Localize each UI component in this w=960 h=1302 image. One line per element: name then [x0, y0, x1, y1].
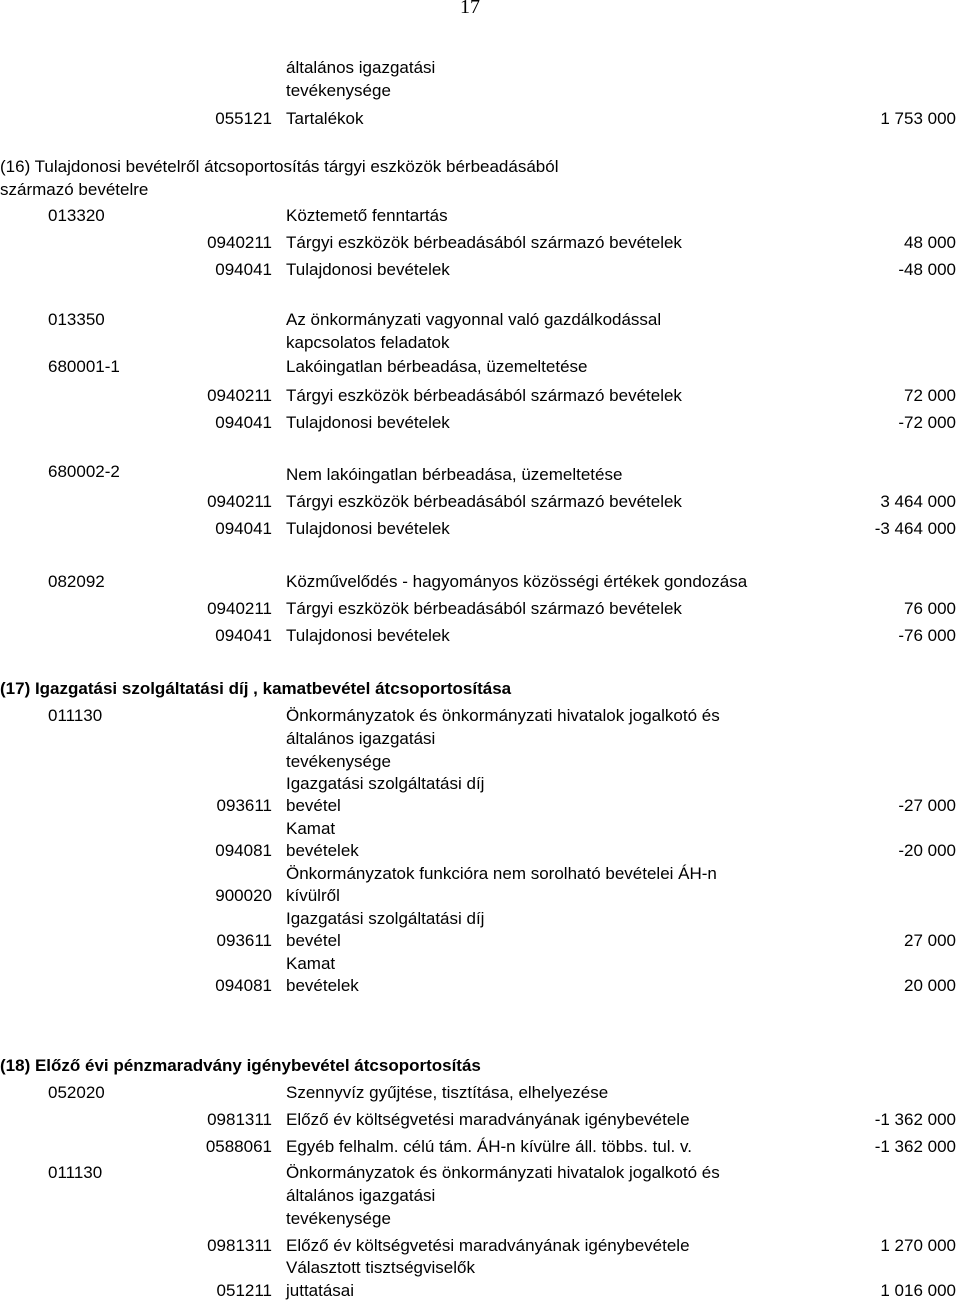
item-description: Az önkormányzati vagyonnal való gazdálkodással	[286, 310, 662, 329]
item-description: Igazgatási szolgáltatási díj	[286, 909, 485, 928]
economic-code: 094081	[215, 976, 272, 995]
item-description: tevékenysége	[286, 752, 391, 771]
item-description: Köztemető fenntartás	[286, 206, 448, 225]
item-amount: 1 753 000	[880, 109, 956, 128]
item-amount: 48 000	[904, 233, 956, 252]
item-description: Előző év költségvetési maradványának igénybevétele	[286, 1110, 690, 1129]
item-amount: -48 000	[898, 260, 956, 279]
item-amount: -3 464 000	[874, 519, 956, 538]
item-description: Tartalékok	[286, 109, 364, 128]
section-heading: (18) Előző évi pénzmaradvány igénybevétel átcsoportosítás	[0, 1056, 481, 1075]
item-description: Kamat	[286, 954, 336, 973]
item-description: Tulajdonosi bevételek	[286, 519, 450, 538]
item-description: Tulajdonosi bevételek	[286, 626, 450, 645]
item-amount: 27 000	[904, 931, 956, 950]
item-description: Lakóingatlan bérbeadása, üzemeltetése	[286, 357, 588, 376]
economic-code: 094081	[215, 841, 272, 860]
item-description: kapcsolatos feladatok	[286, 333, 450, 352]
item-amount: -72 000	[898, 413, 956, 432]
economic-code: 0940211	[207, 599, 272, 618]
economic-code: 094041	[215, 260, 272, 279]
item-description: Nem lakóingatlan bérbeadása, üzemeltetése	[286, 465, 623, 484]
item-description: bevétel	[286, 796, 341, 815]
item-description: Szennyvíz gyűjtése, tisztítása, elhelyezése	[286, 1083, 609, 1102]
item-description: kívülről	[286, 886, 340, 905]
section-heading: származó bevételre	[0, 180, 149, 199]
item-description: Tulajdonosi bevételek	[286, 260, 450, 279]
item-description: Tárgyi eszközök bérbeadásából származó bevételek	[286, 233, 682, 252]
function-code: 013350	[48, 310, 105, 329]
item-description: Választott tisztségviselők	[286, 1258, 475, 1277]
item-amount: 3 464 000	[880, 492, 956, 511]
function-code: 011130	[48, 1163, 103, 1182]
item-description: Önkormányzatok és önkormányzati hivatalok jogalkotó és	[286, 1163, 720, 1182]
economic-code: 094041	[215, 626, 272, 645]
function-code: 680002-2	[48, 462, 120, 481]
item-description: Tulajdonosi bevételek	[286, 413, 450, 432]
item-amount: -76 000	[898, 626, 956, 645]
economic-code: 055121	[215, 109, 272, 128]
item-amount: -20 000	[898, 841, 956, 860]
item-description: általános igazgatási	[286, 729, 436, 748]
item-description: Közművelődés - hagyományos közösségi értékek gondozása	[286, 572, 748, 591]
economic-code: 0588061	[205, 1137, 272, 1156]
item-description: Tárgyi eszközök bérbeadásából származó bevételek	[286, 492, 682, 511]
item-description: Kamat	[286, 819, 336, 838]
function-code: 082092	[48, 572, 105, 591]
function-code: 680001-1	[48, 357, 120, 376]
economic-code: 900020	[215, 886, 272, 905]
economic-code: 051211	[216, 1281, 272, 1300]
section-heading: (16) Tulajdonosi bevételről átcsoportosítás tárgyi eszközök bérbeadásából	[0, 157, 559, 176]
function-code: 013320	[48, 206, 105, 225]
item-description: Önkormányzatok és önkormányzati hivatalok jogalkotó és	[286, 706, 720, 725]
item-amount: 20 000	[904, 976, 956, 995]
economic-code: 0981311	[207, 1236, 272, 1255]
economic-code: 094041	[215, 413, 272, 432]
item-amount: -27 000	[898, 796, 956, 815]
item-amount: -1 362 000	[874, 1110, 956, 1129]
item-amount: 1 270 000	[880, 1236, 956, 1255]
section-heading: (17) Igazgatási szolgáltatási díj , kamatbevétel átcsoportosítása	[0, 679, 512, 698]
item-amount: 72 000	[904, 386, 956, 405]
item-amount: 1 016 000	[880, 1281, 956, 1300]
economic-code: 093611	[216, 796, 272, 815]
item-description: általános igazgatási	[286, 58, 436, 77]
page-number: 17	[460, 0, 480, 18]
function-code: 011130	[48, 706, 103, 725]
item-description: Egyéb felhalm. célú tám. ÁH-n kívülre áll. többs. tul. v.	[286, 1137, 692, 1156]
economic-code: 094041	[215, 519, 272, 538]
item-description: Önkormányzatok funkcióra nem sorolható bevételei ÁH-n	[286, 864, 717, 883]
item-description: bevételek	[286, 841, 359, 860]
item-description: Tárgyi eszközök bérbeadásából származó bevételek	[286, 386, 682, 405]
item-description: bevételek	[286, 976, 359, 995]
item-description: bevétel	[286, 931, 341, 950]
item-description: Tárgyi eszközök bérbeadásából származó bevételek	[286, 599, 682, 618]
function-code: 052020	[48, 1083, 105, 1102]
item-description: Előző év költségvetési maradványának igénybevétele	[286, 1236, 690, 1255]
item-amount: 76 000	[904, 599, 956, 618]
economic-code: 093611	[216, 931, 272, 950]
item-amount: -1 362 000	[874, 1137, 956, 1156]
item-description: általános igazgatási	[286, 1186, 436, 1205]
economic-code: 0940211	[207, 233, 272, 252]
economic-code: 0940211	[207, 386, 272, 405]
item-description: tevékenysége	[286, 1209, 391, 1228]
economic-code: 0940211	[207, 492, 272, 511]
economic-code: 0981311	[207, 1110, 272, 1129]
item-description: tevékenysége	[286, 81, 391, 100]
item-description: juttatásai	[286, 1281, 355, 1300]
item-description: Igazgatási szolgáltatási díj	[286, 774, 485, 793]
